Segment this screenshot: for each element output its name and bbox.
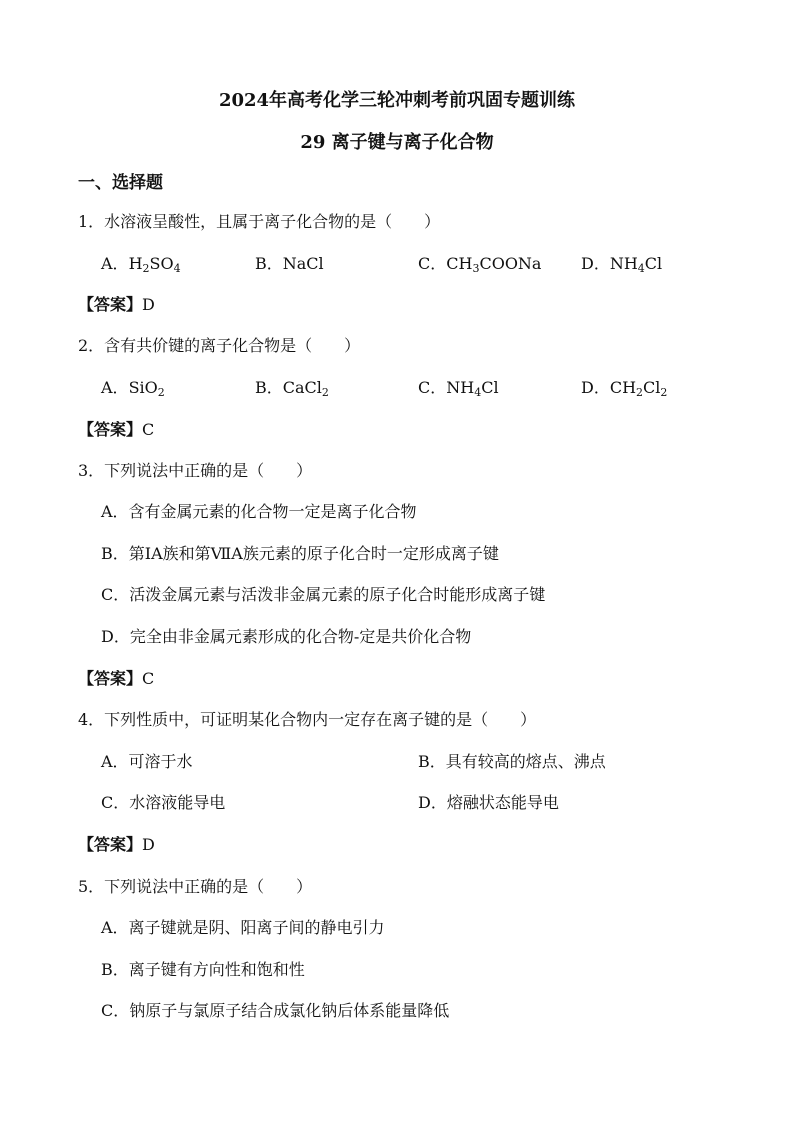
question-5-stem: 5．下列说法中正确的是（ ） [78,877,313,896]
question-1-answer: 【答案】D [78,295,155,314]
question-1-stem: 1．水溶液呈酸性，且属于离子化合物的是（ ） [78,212,441,231]
document-title: 2024年高考化学三轮冲刺考前巩固专题训练 [218,90,576,111]
question-2-option-b: B．CaCl$_2$ [255,378,329,399]
question-3-stem: 3．下列说法中正确的是（ ） [78,461,313,480]
question-3-option-b: B．第ⅠA族和第ⅦA族元素的原子化合时一定形成离子键 [101,544,499,563]
question-4-option-a: A．可溶于水 [101,752,193,771]
question-3-option-a: A．含有金属元素的化合物一定是离子化合物 [101,502,417,521]
question-1-option-d: D．$NH_4Cl$ [581,254,663,275]
question-1-option-c: C．$CH_3COONa$ [418,254,542,275]
answer-tag: 【答案】 [78,835,143,854]
question-2-option-c: C．$NH_4Cl$ [418,378,499,399]
question-4-answer: 【答案】D [78,835,155,854]
question-4-option-c: C．水溶液能导电 [101,793,226,812]
question-5-option-c: C．钠原子与氯原子结合成氯化钠后体系能量降低 [101,1001,450,1020]
section-heading: 一、选择题 [78,173,163,193]
question-2-option-a: A．SiO$_2$ [101,378,165,399]
question-5-option-b: B．离子键有方向性和饱和性 [101,960,305,979]
question-4-stem: 4．下列性质中，可证明某化合物内一定存在离子键的是（ ） [78,710,537,729]
question-4-option-b: B．具有较高的熔点、沸点 [418,752,606,771]
answer-tag: 【答案】 [78,295,143,314]
answer-tag: 【答案】 [78,669,143,688]
question-3-answer: 【答案】C [78,669,155,688]
question-1-option-a: A．$H_2SO_4$ [101,254,181,275]
question-2-option-d: D．$CH_2Cl_2$ [581,378,668,399]
question-2-answer: 【答案】C [78,420,155,439]
question-2-stem: 2．含有共价键的离子化合物是（ ） [78,336,361,355]
question-1-option-b: B．NaCl [255,254,324,273]
question-3-option-c: C．活泼金属元素与活泼非金属元素的原子化合时能形成离子键 [101,585,546,604]
document-subtitle: 29 离子键与离子化合物 [300,132,494,153]
answer-tag: 【答案】 [78,420,143,439]
question-3-option-d: D．完全由非金属元素形成的化合物-定是共价化合物 [101,627,472,646]
question-5-option-a: A．离子键就是阴、阳离子间的静电引力 [101,918,385,937]
question-4-option-d: D．熔融状态能导电 [418,793,559,812]
